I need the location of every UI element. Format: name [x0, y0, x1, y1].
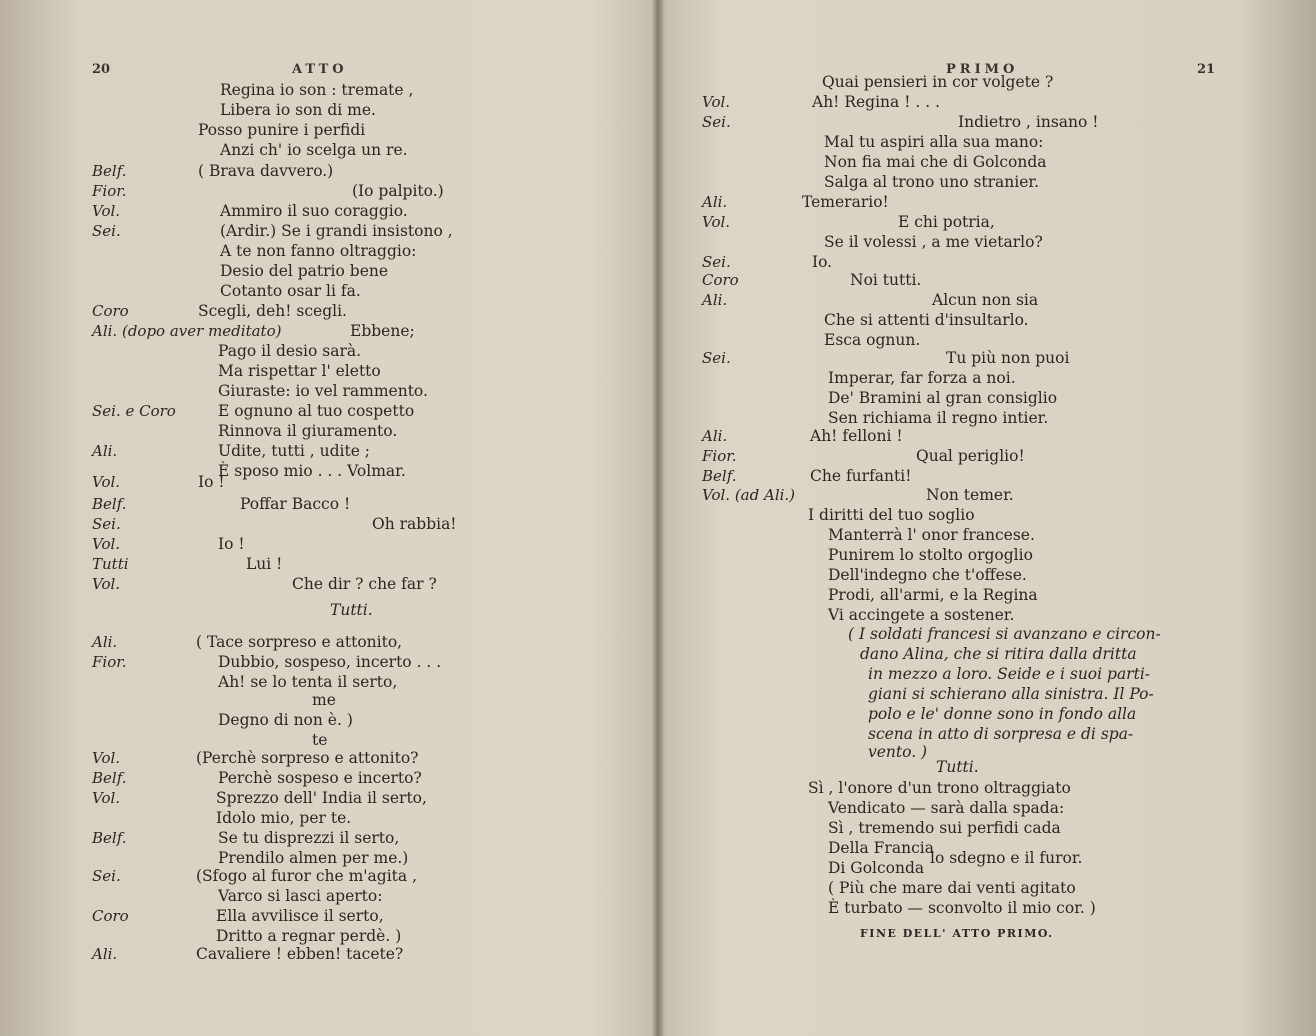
- verse-line: [0, 80, 650, 100]
- line-text: Che furfanti!: [810, 467, 912, 485]
- line-text: Lui !: [246, 555, 283, 573]
- line-text: Se il volessi , a me vietarlo?: [824, 233, 1043, 251]
- line-text: Regina io son : tremate ,: [220, 81, 414, 99]
- verse-line: [660, 330, 1310, 350]
- line-text: Poffar Bacco !: [240, 495, 351, 513]
- final-chorus-line: Sì , tremendo sui perfidi cada: [828, 819, 1061, 837]
- line-text: Posso punire i perfidi: [198, 121, 366, 139]
- verse-line: [660, 348, 1310, 368]
- verse-line: [660, 485, 1310, 505]
- verse-line: [660, 290, 1310, 310]
- verse-line: [660, 270, 1310, 290]
- speaker-label: Vol.: [92, 535, 121, 553]
- verse-line: [0, 281, 650, 301]
- line-text: Desio del patrio bene: [220, 262, 389, 280]
- verse-line: [0, 944, 650, 964]
- verse-line: [0, 241, 650, 261]
- final-chorus-line: Sì , l'onore d'un trono oltraggiato: [808, 779, 1071, 797]
- line-text: Idolo mio, per te.: [216, 809, 352, 827]
- speaker-label: Belf.: [92, 769, 127, 787]
- speaker-label: Ali.: [92, 945, 118, 963]
- final-chorus-line: Di Golconda: [828, 859, 925, 877]
- speaker-label: Sei. e Coro: [92, 402, 176, 420]
- verse-line: [660, 172, 1310, 192]
- line-text: Dubbio, sospeso, incerto . . .: [218, 653, 442, 671]
- page-number: 20: [92, 62, 111, 77]
- verse-line: [0, 906, 650, 926]
- end-note: FINE DELL' ATTO PRIMO.: [860, 927, 1054, 940]
- verse-line: [0, 421, 650, 441]
- line-text: Che si attenti d'insultarlo.: [824, 311, 1029, 329]
- speaker-label: Ali.: [702, 291, 728, 309]
- verse-line: [0, 632, 650, 652]
- verse-line: [660, 192, 1310, 212]
- verse-line: [660, 152, 1310, 172]
- speaker-label: Sei.: [702, 253, 731, 271]
- verse-line: [0, 808, 650, 828]
- line-text: (Perchè sorpreso e attonito?: [196, 749, 419, 767]
- verse-line: [0, 886, 650, 906]
- stage-direction-line: in mezzo a loro. Seide e i suoi parti-: [868, 665, 1151, 683]
- verse-line: [0, 534, 650, 554]
- line-text: Sen richiama il regno intier.: [828, 409, 1049, 427]
- line-text: Ebbene;: [350, 322, 415, 340]
- verse-line: [0, 181, 650, 201]
- verse-line: [660, 232, 1310, 252]
- line-text: Che dir ? che far ?: [292, 575, 437, 593]
- speaker-label: Vol.: [92, 789, 121, 807]
- speaker-label: Vol.: [92, 575, 121, 593]
- verse-line: [660, 368, 1310, 388]
- line-text: Io.: [812, 253, 833, 271]
- line-text: È sposo mio . . . Volmar.: [218, 462, 406, 480]
- line-text: (Ardir.) Se i grandi insistono ,: [220, 222, 453, 240]
- line-text: Udite, tutti , udite ;: [218, 442, 371, 460]
- verse-line: [0, 788, 650, 808]
- verse-line: [660, 545, 1310, 565]
- line-text: Oh rabbia!: [372, 515, 457, 533]
- line-text: Quai pensieri in cor volgete ?: [822, 73, 1054, 91]
- line-text: ( Brava davvero.): [198, 162, 334, 180]
- verse-line: [660, 112, 1310, 132]
- line-text: Manterrà l' onor francese.: [828, 526, 1035, 544]
- speaker-label: Sei.: [702, 113, 731, 131]
- verse-line: [660, 252, 1310, 272]
- verse-line: [0, 768, 650, 788]
- line-text: Non temer.: [926, 486, 1014, 504]
- line-text: Rinnova il giuramento.: [218, 422, 398, 440]
- verse-line: [660, 310, 1310, 330]
- line-text: Ah! se lo tenta il serto,: [218, 673, 398, 691]
- line-text: Indietro , insano !: [958, 113, 1099, 131]
- verse-line: [660, 408, 1310, 428]
- verse-line: [0, 748, 650, 768]
- speaker-label: Vol.: [92, 473, 121, 491]
- tutti-label: Tutti.: [936, 758, 979, 776]
- line-text: De' Bramini al gran consiglio: [828, 389, 1058, 407]
- line-text: Non fia mai che di Golconda: [824, 153, 1047, 171]
- verse-line: [0, 652, 650, 672]
- line-text: Temerario!: [802, 193, 889, 211]
- left-page: [0, 0, 655, 1036]
- stage-direction-line: ( I soldati francesi si avanzano e circon-: [848, 625, 1161, 643]
- speaker-label: Sei.: [92, 515, 121, 533]
- line-text: Ah! Regina ! . . .: [812, 93, 940, 111]
- stage-direction-line: giani si schierano alla sinistra. Il Po-: [868, 685, 1154, 703]
- verse-line: [0, 690, 650, 710]
- line-text: Varco si lasci aperto:: [218, 887, 383, 905]
- verse-line: [660, 466, 1310, 486]
- line-text: Cotanto osar li fa.: [220, 282, 361, 300]
- line-text: Pago il desio sarà.: [218, 342, 362, 360]
- line-text: A te non fanno oltraggio:: [220, 242, 417, 260]
- speaker-label: Ali.: [92, 633, 118, 651]
- verse-line: [660, 212, 1310, 232]
- speaker-label: Ali.: [92, 442, 118, 460]
- speaker-label: Vol.: [92, 202, 121, 220]
- verse-line: [660, 525, 1310, 545]
- final-chorus-line: È turbato — sconvolto il mio cor. ): [828, 899, 1096, 917]
- running-header: ATTO: [292, 62, 348, 77]
- verse-line: [0, 341, 650, 361]
- verse-line: [0, 441, 650, 461]
- line-text: Alcun non sia: [932, 291, 1039, 309]
- line-text: Ammiro il suo coraggio.: [220, 202, 408, 220]
- line-text: Tutti.: [330, 601, 373, 619]
- line-text: Perchè sospeso e incerto?: [218, 769, 422, 787]
- verse-line: [660, 72, 1310, 92]
- final-chorus-line: Vendicato — sarà dalla spada:: [828, 799, 1065, 817]
- line-text: Punirem lo stolto orgoglio: [828, 546, 1033, 564]
- speaker-label: Belf.: [702, 467, 737, 485]
- speaker-label: Tutti: [92, 555, 129, 573]
- stage-direction-line: vento. ): [868, 743, 928, 761]
- verse-line: [0, 301, 650, 321]
- verse-line: [0, 140, 650, 160]
- line-text: Scegli, deh! scegli.: [198, 302, 347, 320]
- verse-line: [0, 381, 650, 401]
- line-text: Degno di non è. ): [218, 711, 353, 729]
- line-text: Cavaliere ! ebben! tacete?: [196, 945, 404, 963]
- line-text: Salga al trono uno stranier.: [824, 173, 1040, 191]
- line-text: Esca ognun.: [824, 331, 921, 349]
- line-text: te: [312, 731, 328, 749]
- speaker-label: Ali.: [702, 427, 728, 445]
- verse-line: [0, 261, 650, 281]
- line-text: Io !: [218, 535, 245, 553]
- speaker-label: Sei.: [92, 222, 121, 240]
- speaker-label: Sei.: [92, 867, 121, 885]
- verse-line: [660, 505, 1310, 525]
- line-text: Tu più non puoi: [946, 349, 1070, 367]
- verse-line: [660, 585, 1310, 605]
- speaker-label: Belf.: [92, 829, 127, 847]
- line-text: Ah! felloni !: [810, 427, 903, 445]
- line-text: (Sfogo al furor che m'agita ,: [196, 867, 418, 885]
- verse-line: [660, 605, 1310, 625]
- verse-line: [0, 672, 650, 692]
- verse-line: [0, 926, 650, 946]
- line-text: Se tu disprezzi il serto,: [218, 829, 400, 847]
- speaker-label: Vol.: [702, 213, 731, 231]
- running-header: PRIMO: [946, 62, 1019, 77]
- speaker-label: Coro: [92, 907, 129, 925]
- line-text: E ognuno al tuo cospetto: [218, 402, 415, 420]
- line-text: me: [312, 691, 336, 709]
- speaker-label: Coro: [92, 302, 129, 320]
- verse-line: [0, 161, 650, 181]
- speaker-label: Vol. (ad Ali.): [702, 486, 796, 504]
- line-text: Prodi, all'armi, e la Regina: [828, 586, 1038, 604]
- verse-line: [660, 92, 1310, 112]
- verse-line: [660, 388, 1310, 408]
- speaker-label: Fior.: [702, 447, 737, 465]
- final-chorus-line: ( Più che mare dai venti agitato: [828, 879, 1076, 897]
- speaker-label: Sei.: [702, 349, 731, 367]
- line-text: Ella avvilisce il serto,: [216, 907, 384, 925]
- line-text: Qual periglio!: [916, 447, 1025, 465]
- final-chorus-line: lo sdegno e il furor.: [930, 849, 1083, 867]
- stage-direction-line: polo e le' donne sono in fondo alla: [868, 705, 1137, 723]
- verse-line: [0, 574, 650, 594]
- verse-line: [660, 426, 1310, 446]
- line-text: Ma rispettar l' eletto: [218, 362, 381, 380]
- speaker-label: Vol.: [92, 749, 121, 767]
- verse-line: [0, 710, 650, 730]
- line-text: Prendilo almen per me.): [218, 849, 409, 867]
- speaker-label: Belf.: [92, 495, 127, 513]
- verse-line: [0, 730, 650, 750]
- verse-line: [0, 866, 650, 886]
- verse-line: [0, 201, 650, 221]
- line-text: Imperar, far forza a noi.: [828, 369, 1016, 387]
- line-text: Noi tutti.: [850, 271, 922, 289]
- line-text: Io !: [198, 473, 225, 491]
- verse-line: [0, 120, 650, 140]
- speaker-label: Ali. (dopo aver meditato): [92, 322, 282, 340]
- verse-line: [0, 221, 650, 241]
- speaker-label: Fior.: [92, 653, 127, 671]
- verse-line: [0, 600, 650, 620]
- line-text: Mal tu aspiri alla sua mano:: [824, 133, 1044, 151]
- line-text: Vi accingete a sostener.: [828, 606, 1015, 624]
- line-text: Giuraste: io vel rammento.: [218, 382, 428, 400]
- line-text: Libera io son di me.: [220, 101, 376, 119]
- final-chorus-line: Della Francia: [828, 839, 934, 857]
- line-text: Dritto a regnar perdè. ): [216, 927, 402, 945]
- stage-direction-line: dano Alina, che si ritira dalla dritta: [860, 645, 1137, 663]
- verse-line: [660, 565, 1310, 585]
- stage-direction-line: scena in atto di sorpresa e di spa-: [868, 725, 1134, 743]
- line-text: E chi potria,: [898, 213, 995, 231]
- right-page: [660, 0, 1316, 1036]
- verse-line: [0, 554, 650, 574]
- speaker-label: Fior.: [92, 182, 127, 200]
- verse-line: [660, 132, 1310, 152]
- line-text: (Io palpito.): [352, 182, 444, 200]
- verse-line: [0, 401, 650, 421]
- verse-line: [0, 828, 650, 848]
- line-text: Sprezzo dell' India il serto,: [216, 789, 427, 807]
- line-text: I diritti del tuo soglio: [808, 506, 975, 524]
- verse-line: [0, 848, 650, 868]
- verse-line: [660, 446, 1310, 466]
- verse-line: [0, 100, 650, 120]
- page-number: 21: [1197, 62, 1216, 77]
- speaker-label: Coro: [702, 271, 739, 289]
- verse-line: [0, 472, 650, 492]
- line-text: Anzi ch' io scelga un re.: [220, 141, 408, 159]
- line-text: Dell'indegno che t'offese.: [828, 566, 1027, 584]
- speaker-label: Belf.: [92, 162, 127, 180]
- speaker-label: Vol.: [702, 93, 731, 111]
- verse-line: [0, 361, 650, 381]
- verse-line: [0, 494, 650, 514]
- line-text: ( Tace sorpreso e attonito,: [196, 633, 403, 651]
- speaker-label: Ali.: [702, 193, 728, 211]
- verse-line: [0, 321, 650, 341]
- verse-line: [0, 514, 650, 534]
